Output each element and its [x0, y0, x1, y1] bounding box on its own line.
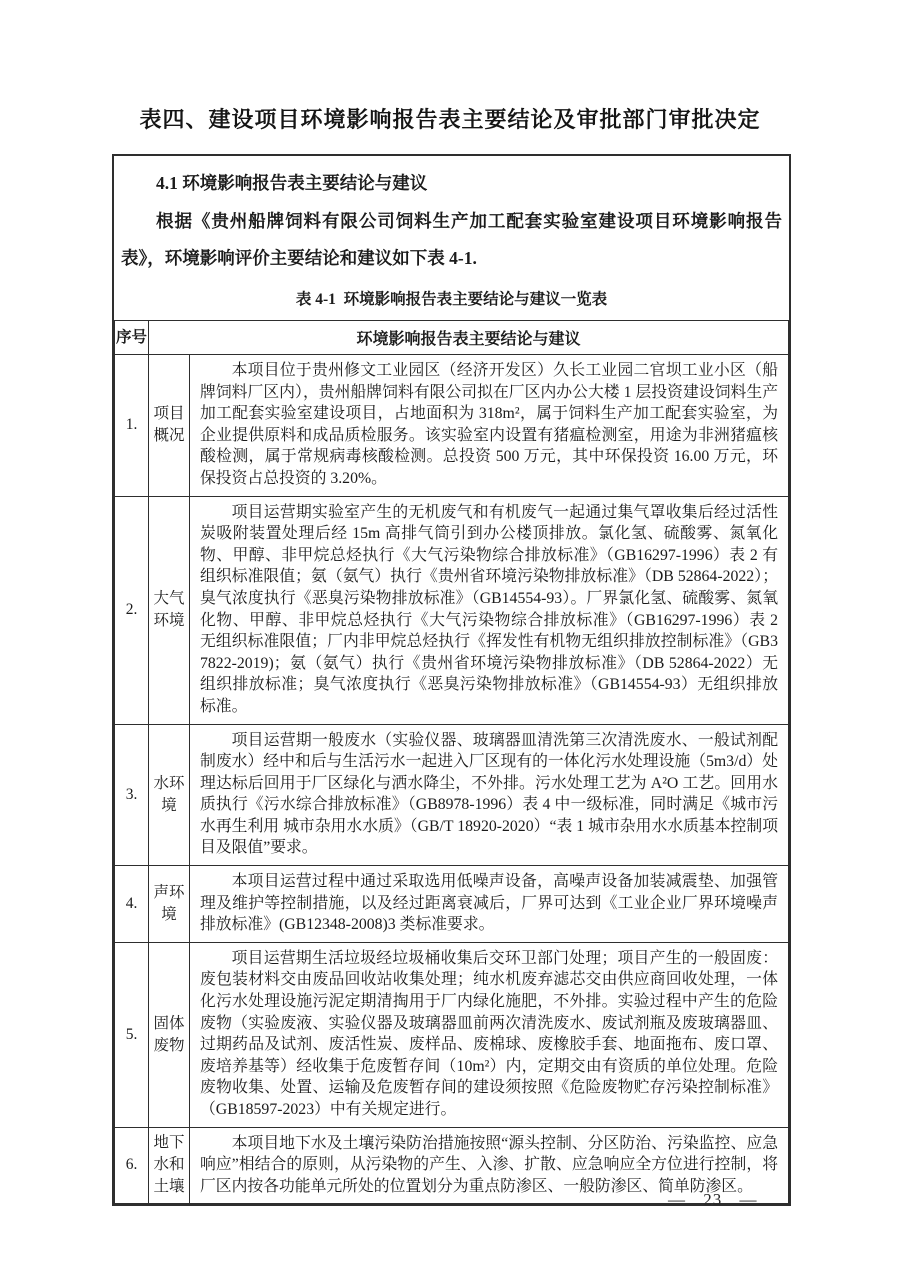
page-title: 表四、建设项目环境影响报告表主要结论及审批部门审批决定 [139, 107, 761, 132]
row-content [190, 496, 789, 724]
section-heading: 4.1 环境影响报告表主要结论与建议 [156, 173, 428, 193]
row-label: 地下水和土壤 [149, 1127, 190, 1204]
row-content-text: 项目运营期一般废水（实验仪器、玻璃器皿清洗第三次清洗废水、一般试剂配制废水）经中和后与生活污水一起进入厂区现有的一体化污水处理设施（5m3/d）处理达标后回用于厂区绿化与洒水降尘，不外排。污水处理工艺为 A²O 工艺。回用水质执行《污水综合排放标准》（GB8978-1996）表 4 中一级标准，同时满足《城市污水再生利用 城市杂用水水质》（GB/T 18920-2020）“表 1 城市杂用水水质基本控制项目及限值”要求。 [200, 731, 778, 857]
row-content [190, 724, 789, 866]
row-content-text: 本项目位于贵州修文工业园区（经济开发区）久长工业园二官坝工业小区（船牌饲料厂区内），贵州船牌饲料有限公司拟在厂区内办公大楼 1 层投资建设饲料生产加工配套实验室建设项目，占地面积为 318m²，属于饲料生产加工配套实验室，为企业提供原料和成品质检服务。该实验室内设置有猪瘟检测室，用途为非洲猪瘟核酸检测，属于常规病毒核酸检测。总投资 500 万元，其中环保投资 16.00 万元，环保投资占总投资的 3.20%。 [200, 362, 778, 487]
row-number: 5. [115, 942, 149, 1127]
column-header-no: 序号 [115, 321, 149, 355]
table-row [115, 866, 789, 943]
row-content-text: 本项目地下水及土壤污染防治措施按照“源头控制、分区防治、污染监控、应急响应”相结合的原则，从污染物的产生、入渗、扩散、应急响应全方位进行控制，将厂区内按各功能单元所处的位置划分为重点防渗区、一般防渗区、简单防渗区。 [200, 1134, 778, 1195]
table-caption: 表 4-1 环境影响报告表主要结论与建议一览表 [295, 291, 608, 308]
section-intro: 根据《贵州船牌饲料有限公司饲料生产加工配套实验室建设项目环境影响报告表》，环境影响评价主要结论和建议如下表 4-1. [121, 211, 782, 268]
page-number: — 23 — [668, 1190, 758, 1209]
row-content-text: 本项目运营过程中通过采取选用低噪声设备，高噪声设备加装减震垫、加强管理及维护等控制措施，以及经过距离衰减后，厂界可达到《工业企业厂界环境噪声排放标准》(GB12348-2008)3 类标准要求。 [200, 873, 778, 934]
table-row [115, 355, 789, 497]
box-text-area [114, 156, 789, 311]
row-content [190, 942, 789, 1127]
row-label: 声环境 [149, 866, 190, 943]
row-number: 1. [115, 355, 149, 497]
conclusions-table [114, 320, 789, 1204]
table-header-row [115, 321, 789, 355]
content-box [112, 154, 791, 1206]
row-content-text: 项目运营期实验室产生的无机废气和有机废气一起通过集气罩收集后经过活性炭吸附装置处理后经 15m 高排气筒引到办公楼顶排放。氯化氢、硫酸雾、氮氧化物、甲醇、非甲烷总烃执行《大气污染物综合排放标准》（GB16297-1996）表 2 有组织标准限值；氨（氨气）执行《贵州省环境污染物排放标准》（DB 52864-2022）；臭气浓度执行《恶臭污染物排放标准》（GB14554-93）。厂界氯化氢、硫酸雾、氮氧化物、甲醇、非甲烷总烃执行《大气污染物综合排放标准》（GB16297-1996）表 2 无组织标准限值；厂内非甲烷总烃执行《挥发性有机物无组织排放控制标准》（GB37822-2019)；氨（氨气）执行《贵州省环境污染物排放标准》（DB 52864-2022）无组织排放标准；臭气浓度执行《恶臭污染物排放标准》（GB14554-93）无组织排放标准。 [200, 503, 778, 715]
row-content-text: 项目运营期生活垃圾经垃圾桶收集后交环卫部门处理；项目产生的一般固废：废包装材料交由废品回收站收集处理；纯水机废弃滤芯交由供应商回收处理，一体化污水处理设施污泥定期清掏用于厂内绿化施肥，不外排。实验过程中产生的危险废物（实验废液、实验仪器及玻璃器皿前两次清洗废水、废试剂瓶及废玻璃器皿、过期药品及试剂、废活性炭、废样品、废棉球、废橡胶手套、地面拖布、废口罩、废培养基等）经收集于危废暂存间（10m²）内，定期交由有资质的单位处理。危险废物收集、处置、运输及危废暂存间的建设须按照《危险废物贮存污染控制标准》（GB18597-2023）中有关规定进行。 [200, 949, 778, 1118]
row-number: 4. [115, 866, 149, 943]
row-content [190, 866, 789, 943]
row-label: 固体废物 [149, 942, 190, 1127]
row-number: 3. [115, 724, 149, 866]
row-label: 水环境 [149, 724, 190, 866]
table-row [115, 724, 789, 866]
table-row [115, 942, 789, 1127]
row-content [190, 355, 789, 497]
row-number: 2. [115, 496, 149, 724]
row-label: 大气环境 [149, 496, 190, 724]
row-number: 6. [115, 1127, 149, 1204]
table-row [115, 496, 789, 724]
column-header-main: 环境影响报告表主要结论与建议 [149, 321, 789, 355]
row-label: 项目概况 [149, 355, 190, 497]
